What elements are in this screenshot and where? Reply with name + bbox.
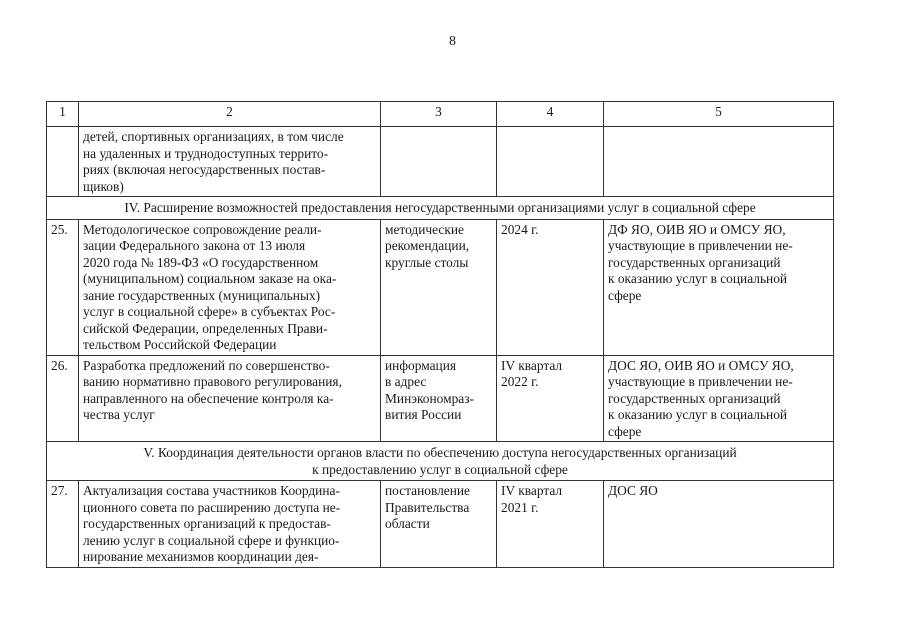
- activity-cell: [79, 355, 381, 442]
- activity-text: Разработка предложений по совершенство- ванию нормативно правового регулирования, направленного на обеспечение контроля ка- чества услуг: [83, 357, 342, 422]
- activity-text: Актуализация состава участников Координа- ционного совета по расширению доступа не- государственных организаций к предостав- лению услуг в социальной сфере и функцио- нирование механизмов координации дея-: [83, 483, 341, 564]
- page-number: 8: [449, 34, 456, 49]
- table-row-26: [47, 355, 834, 442]
- row-number: [47, 127, 79, 197]
- executor-text: ДФ ЯО, ОИВ ЯО и ОМСУ ЯО, участвующие в привлечении не- государственных организаций к оказанию услуг в социальной сфере: [608, 221, 793, 303]
- form-cell: [381, 127, 497, 197]
- executor-cell: [604, 219, 834, 355]
- deadline-text: 2024 г.: [501, 221, 539, 237]
- deadline-cell: [497, 219, 604, 355]
- deadline-cell: [497, 127, 604, 197]
- activity-text: Методологическое сопровождение реали- зации Федерального закона от 13 июля 2020 года № 189-ФЗ «О государственном (муниципальном) социальном заказе на ока- зание государственных (муниципальных) услуг в социальной сфере» в субъектах Рос- сийской Федерации, определенных Прави- тельством Российской Федерации: [83, 221, 337, 352]
- executor-cell: [604, 127, 834, 197]
- executor-cell: [604, 355, 834, 442]
- section-title-v: [47, 442, 834, 481]
- section-title-iv: [47, 197, 834, 220]
- header-col-3: 3: [381, 102, 497, 127]
- row-number: 26.: [47, 355, 79, 442]
- header-col-2: 2: [79, 102, 381, 127]
- deadline-text: IV квартал 2021 г.: [501, 483, 563, 515]
- deadline-cell: [497, 481, 604, 568]
- executor-text: ДОС ЯО: [608, 483, 658, 498]
- activity-cell: [79, 127, 381, 197]
- executor-cell: [604, 481, 834, 568]
- table-row-25: [47, 219, 834, 355]
- activity-cell: [79, 219, 381, 355]
- activity-cell: [79, 481, 381, 568]
- form-cell: [381, 355, 497, 442]
- table-row-27: [47, 481, 834, 568]
- form-text: методические рекомендации, круглые столы: [385, 221, 470, 270]
- row-number: 27.: [47, 481, 79, 568]
- form-cell: [381, 481, 497, 568]
- action-plan-table: [46, 101, 834, 568]
- row-number: 25.: [47, 219, 79, 355]
- header-col-4: 4: [497, 102, 604, 127]
- section-title-v-text: V. Координация деятельности органов власти по обеспечению доступа негосударственных организаций к предоставлению услуг в социальной сфере: [143, 445, 737, 477]
- section-heading-iv: [47, 197, 834, 220]
- section-title-iv-text: IV. Расширение возможностей предоставления негосударственными организациями услуг в социальной сфере: [124, 200, 756, 215]
- executor-text: ДОС ЯО, ОИВ ЯО и ОМСУ ЯО, участвующие в привлечении не- государственных организаций к оказанию услуг в социальной сфере: [608, 357, 794, 439]
- activity-text: детей, спортивных организациях, в том числе на удаленных и труднодоступных террито- риях (включая негосударственных постав- щиков): [83, 129, 344, 194]
- section-heading-v: [47, 442, 834, 481]
- deadline-cell: [497, 355, 604, 442]
- form-text: информация в адрес Минэкономраз- вития России: [385, 357, 474, 422]
- form-cell: [381, 219, 497, 355]
- header-col-5: 5: [604, 102, 834, 127]
- table-header-row: [47, 102, 834, 127]
- table-row-continuation: [47, 127, 834, 197]
- deadline-text: IV квартал 2022 г.: [501, 357, 563, 389]
- form-text: постановление Правительства области: [385, 483, 471, 531]
- header-col-1: 1: [47, 102, 79, 127]
